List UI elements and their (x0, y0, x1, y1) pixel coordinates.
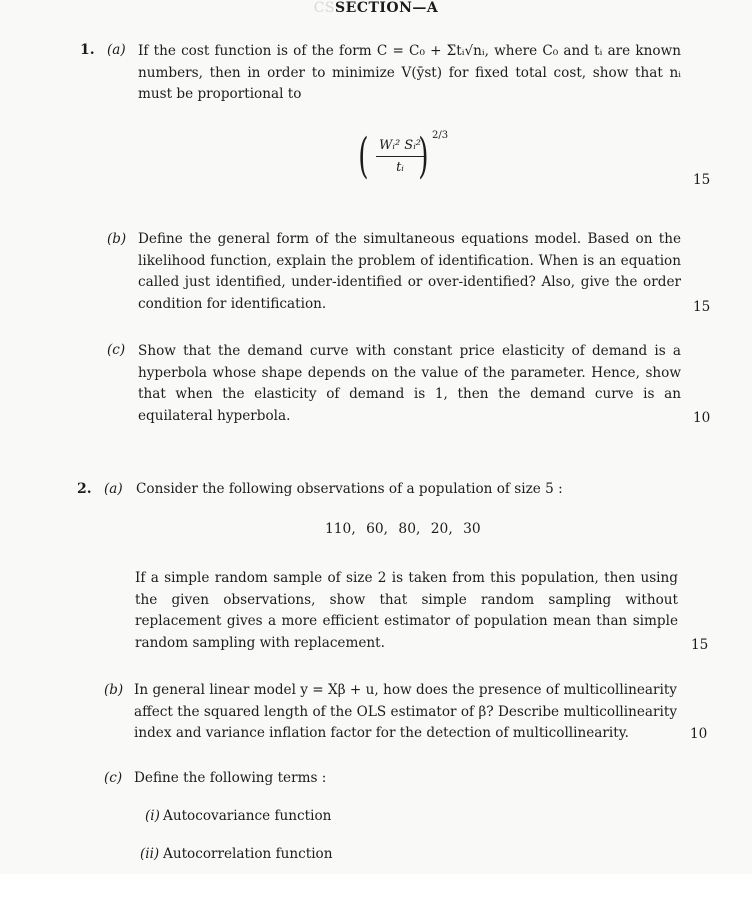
formula-exponent: 2/3 (432, 130, 449, 141)
part-label: (a) (104, 481, 123, 497)
formula-denominator: tᵢ (396, 160, 404, 175)
formula-numerator: Wᵢ² Sᵢ² (378, 138, 422, 153)
text-line: index and variance inflation factor for the detection of multicollinearity. (134, 725, 629, 742)
question-text (135, 568, 678, 654)
question-text (138, 341, 681, 427)
formula (358, 128, 452, 190)
section-title: SECTION—A (335, 0, 439, 16)
marks: 10 (690, 726, 708, 742)
subitem-text: Autocovariance function (163, 808, 332, 824)
part-label: (c) (107, 342, 126, 358)
page-bottom-margin (0, 874, 752, 904)
question-intro: Consider the following observations of a population of size 5 : (136, 481, 563, 497)
text-line: likelihood function, explain the problem of identification. When is an equation (138, 252, 681, 269)
part-label: (b) (104, 682, 124, 698)
subitem-label: (i) (145, 808, 160, 824)
text-line: replacement gives a more efficient estimator of population mean than simple (135, 613, 678, 630)
text-line: numbers, then in order to minimize V(ȳst) for fixed total cost, show that nᵢ (138, 64, 681, 81)
question-text (138, 229, 681, 315)
part-label: (b) (107, 231, 127, 247)
text-line: must be proportional to (138, 86, 302, 103)
marks: 15 (691, 637, 709, 653)
text-line: In general linear model y = Xβ + u, how does the presence of multicollinearity (134, 682, 677, 698)
text-line: Show that the demand curve with constant price elasticity of demand is a (138, 343, 681, 359)
subitem-text: Autocorrelation function (163, 846, 333, 862)
question-number: 2. (77, 481, 92, 497)
section-heading (0, 0, 752, 16)
text-line: affect the squared length of the OLS estimator of β? Describe multicollinearity (134, 703, 677, 720)
text-line: condition for identification. (138, 295, 327, 312)
observations-list: 110, 60, 80, 20, 30 (325, 521, 481, 537)
text-line: Define the general form of the simultaneous equations model. Based on the (138, 231, 681, 247)
text-line: hyperbola whose shape depends on the value of the parameter. Hence, show (138, 364, 681, 381)
subitem-label: (ii) (140, 846, 160, 862)
question-intro: Define the following terms : (134, 770, 327, 786)
text-line: called just identified, under-identified or over-identified? Also, give the order (138, 274, 681, 291)
text-line: the given observations, show that simple random sampling without (135, 591, 678, 608)
marks: 15 (693, 299, 711, 315)
right-paren: ) (418, 128, 429, 184)
left-paren: ( (358, 128, 369, 184)
question-text (134, 680, 677, 745)
marks: 15 (693, 172, 711, 188)
section-faint-prefix: CS (313, 0, 336, 16)
text-line: If a simple random sample of size 2 is taken from this population, then using (135, 570, 678, 586)
text-line: equilateral hyperbola. (138, 407, 291, 424)
text-line: random sampling with replacement. (135, 634, 385, 651)
text-line: If the cost function is of the form C = C₀ + Σtᵢ√nᵢ, where C₀ and tᵢ are known (138, 43, 681, 59)
part-label: (c) (104, 770, 123, 786)
part-label: (a) (107, 42, 126, 58)
text-line: that when the elasticity of demand is 1, then the demand curve is an (138, 386, 681, 403)
marks: 10 (693, 410, 711, 426)
question-number: 1. (80, 42, 95, 58)
question-text (138, 41, 681, 106)
